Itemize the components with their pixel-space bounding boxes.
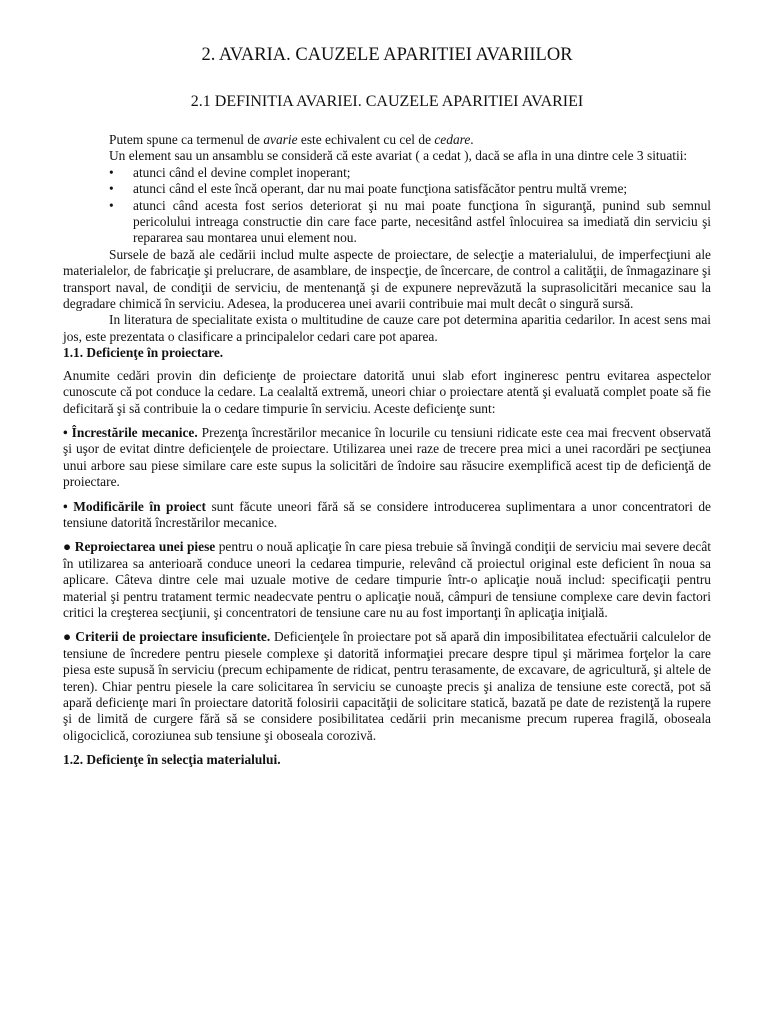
list-item: • atunci când el devine complet inoperant; <box>109 164 351 180</box>
intro-paragraph-1: Putem spune ca termenul de avarie este echivalent cu cel de cedare. <box>109 132 474 147</box>
list-item: • atunci când el este încă operant, dar nu mai poate funcţiona satisfăcător pentru multă vreme; <box>109 181 628 197</box>
bullet-icon: • <box>63 498 68 514</box>
paragraph-1-1-intro: Anumite cedări provin din deficienţe de proiectare datorită unui slab efort ingineresc pentru evitarea aspectelor cunoscute că pot conduce la cedare. La cealaltă extremă, uneori chiar o proiectare atentă şi evaluată complet poate să fie deficitară şi să contribuie la o cedare timpurie în serviciu. Aceste deficienţe sunt: <box>63 367 711 416</box>
paragraph-surse: Sursele de bază ale cedării includ multe aspecte de proiectare, de selecţie a materialului, de imperfecţiuni ale materialelor, de fabricaţie şi prelucrare, de asamblare, de inspecţie, de încercare, de control a calităţii, de înmagazinare şi transport naval, de condiţii de serviciu, de mentenanţă şi de expunere neprevăzută la suprasolicitări mecanice sau la degradare chimică în serviciu. Adesea, la producerea unei avarii contribuie mai mult decât o singură sursă. <box>63 246 711 312</box>
bullet-icon: • <box>109 164 114 180</box>
term-cedare: cedare <box>434 132 471 147</box>
bullet-icon: • <box>109 197 114 213</box>
page-title: 2. AVARIA. CAUZELE APARITIEI AVARIILOR <box>201 45 573 65</box>
term-avarie: avarie <box>263 132 298 147</box>
bullet-icon: • <box>63 424 68 440</box>
deficiency-term: Criterii de proiectare insuficiente. <box>75 629 271 645</box>
deficiency-item: • Încrestările mecanice. Prezenţa încrestărilor mecanice în locurile cu tensiuni ridicate este cea mai frecvent observată şi uşor de evitat dintre deficienţele de proiectare. Utilizarea unei raze de trecere prea mici a unei racordări pe secţiunea unui arbore sau piese similare care este supus la solicitări de îndoire sau răsucire exemplifică acest tip de deficienţă de proiectare. <box>63 424 711 490</box>
deficiency-term: Reproiectarea unei piese <box>74 539 216 555</box>
deficiency-item: • Modificările în proiect sunt făcute uneori fără să se considere introducerea suplimentara a unor concentratori de tensiune datorită încrestărilor mecanice. <box>63 498 711 530</box>
deficiency-term: Încrestările mecanice. <box>71 424 198 440</box>
situations-list <box>63 165 711 247</box>
intro-paragraph-2: Un element sau un ansamblu se consideră că este avariat ( a cedat ), dacă se afla in una dintre cele 3 situatii: <box>109 148 688 164</box>
section-title: 2.1 DEFINITIA AVARIEI. CAUZELE APARITIEI AVARIEI <box>190 93 584 110</box>
heading-1-1: 1.1. Deficienţe în proiectare. <box>63 345 224 361</box>
deficiency-item: ● Criterii de proiectare insuficiente. Deficienţele în proiectare pot să apară din imposibilitatea efectuării calculelor de tensiune de încredere pentru piesele complexe şi datorită informaţiei precare despre tipul şi mărimea forţelor la care piesa este supusă în serviciu (precum echipamente de ridicat, pentru terasamente, de excavare, de agricultură, şi altele de teren). Chiar pentru piesele la care solicitarea în serviciu se cunoaşte precis şi analiza de tensiune este corectă, pot să apară deficienţe mari în proiectare datorită folosirii capacităţii de solicitare statică, bazată pe date de rezistenţă la rupere şi de limită de curgere fără să se considere posibilitatea cedării prin mecanisme precum ruperea fragilă, oboseala oligociclică, coroziunea sub tensiune şi oboseala corozivă. <box>63 629 711 743</box>
paragraph-literatura: In literatura de specialitate exista o multitudine de cauze care pot determina aparitia cedarilor. In acest sens mai jos, este prezentata o clasificare a principalelor cedari care pot aparea. <box>63 312 711 344</box>
bullet-icon: ● <box>63 539 72 555</box>
bullet-icon: • <box>109 181 114 197</box>
deficiency-term: Modificările în proiect <box>73 498 206 514</box>
list-item: • atunci când acesta fost serios deteriorat şi nu mai poate funcţiona în siguranţă, punind sub semnul pericolului intreaga constructie din care face parte, necesitând astfel înlocuirea sa imediată din serviciu şi repararea sau montarea unui element nou. <box>109 197 711 246</box>
heading-1-2: 1.2. Deficienţe în selecţia materialului. <box>63 752 281 768</box>
deficiency-item: ● Reproiectarea unei piese pentru o nouă aplicaţie în care piesa trebuie să învingă condiţii de serviciu mai severe decât în utilizarea sa anterioară conduce uneori la cedarea timpurie, relevând că proiectul original este deficient în noua sa aplicare. Câteva dintre cele mai uzuale motive de cedare timpurie într-o aplicaţie nouă includ: specificaţii pentru material şi pentru tratament termic neadecvate pentru o aplicaţie nouă, câmpuri de tensiune complexe care devin factori critici la creşterea secţiunii, şi concentratori de tensiune care nu au fost importanţi în aplicaţia iniţială. <box>63 539 711 620</box>
bullet-icon: ● <box>63 629 72 645</box>
